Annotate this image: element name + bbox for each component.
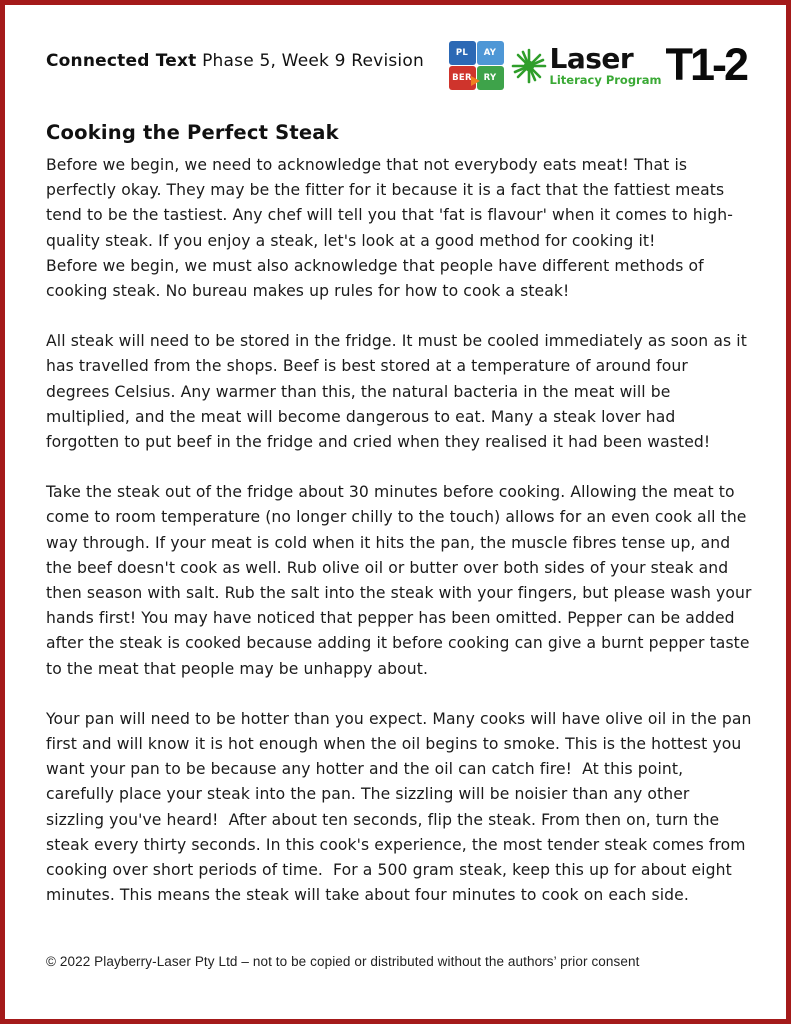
page-header — [46, 39, 746, 95]
paragraph-intro: Before we begin, we need to acknowledge that not everybody eats meat! That is perfectly okay. They may be the fitter for it because it is a fact that the fattiest meats tend to be the tastiest. Any chef will tell you that 'fat is flavour' when it comes to high-quality steak. If you enjoy a steak, let's look at a good method for cooking it! — [46, 156, 733, 250]
course-title-bold: Connected Text — [46, 51, 197, 71]
laser-literacy-logo — [449, 41, 747, 90]
brand-subtitle: Literacy Program — [549, 72, 662, 87]
laser-starburst-icon — [509, 46, 549, 86]
playberry-puzzle-icon — [449, 41, 504, 90]
paragraph-storage: All steak will need to be stored in the fridge. It must be cooled immediately as soon as it has travelled from the shops. Beef is best stored at a temperature of around four degrees Celsius. Any warmer than this, the natural bacteria in the meat will be multiplied, and the meat will become dangerous to eat. Many a steak lover had forgotten to put beef in the fridge and cried when they realised it had been wasted! — [46, 332, 752, 452]
brand-text-block — [549, 41, 662, 87]
paragraph-cooking: Your pan will need to be hotter than you expect. Many cooks will have olive oil in the pan first and will know it is hot enough when the oil begins to smoke. This is the hottest you want your pan to be because any hotter and the oil can catch fire! At this point, carefully place your steak into the pan. The sizzling will be noisier than any other sizzling you've heard! After about ten seconds, flip the steak. From then on, turn the steak every thirty seconds. In this cook's experience, the most tender steak comes from cooking over short periods of time. For a 500 gram steak, keep this up for about eight minutes. This means the steak will take about four minutes to cook on each side. — [46, 709, 757, 905]
copyright-notice: © 2022 Playberry-Laser Pty Ltd – not to be copied or distributed without the authors’ prior consent — [46, 954, 640, 969]
course-title — [46, 39, 424, 71]
brand-name: Laser — [549, 41, 634, 75]
course-title-rest: Phase 5, Week 9 Revision — [196, 51, 424, 71]
puzzle-piece-ay: AY — [477, 41, 504, 65]
puzzle-piece-ry: RY — [477, 66, 504, 90]
puzzle-piece-pl: PL — [449, 41, 476, 65]
paragraph-prep: Take the steak out of the fridge about 30 minutes before cooking. Allowing the meat to come to room temperature (no longer chilly to the touch) allows for an even cook all the way through. If your meat is cold when it hits the pan, the muscle fibres tense up, and the beef doesn't cook as well. Rub olive oil or butter over both sides of your steak and then season with salt. Rub the salt into the steak with your fingers, but please wash your hands first! You may have noticed that pepper has been omitted. Pepper can be added after the steak is cooked because adding it before cooking can give a burnt pepper taste to the meat that people may be unhappy about. — [46, 483, 757, 678]
puzzle-piece-ber: BER — [449, 66, 476, 90]
paragraph-intro-2: Before we begin, we must also acknowledge that people have different methods of cooking steak. No bureau makes up rules for how to cook a steak! — [46, 256, 709, 301]
arrow-icon — [471, 76, 480, 86]
page-content — [5, 5, 786, 908]
level-tag: T1-2 — [665, 39, 746, 91]
article-title: Cooking the Perfect Steak — [46, 121, 339, 144]
